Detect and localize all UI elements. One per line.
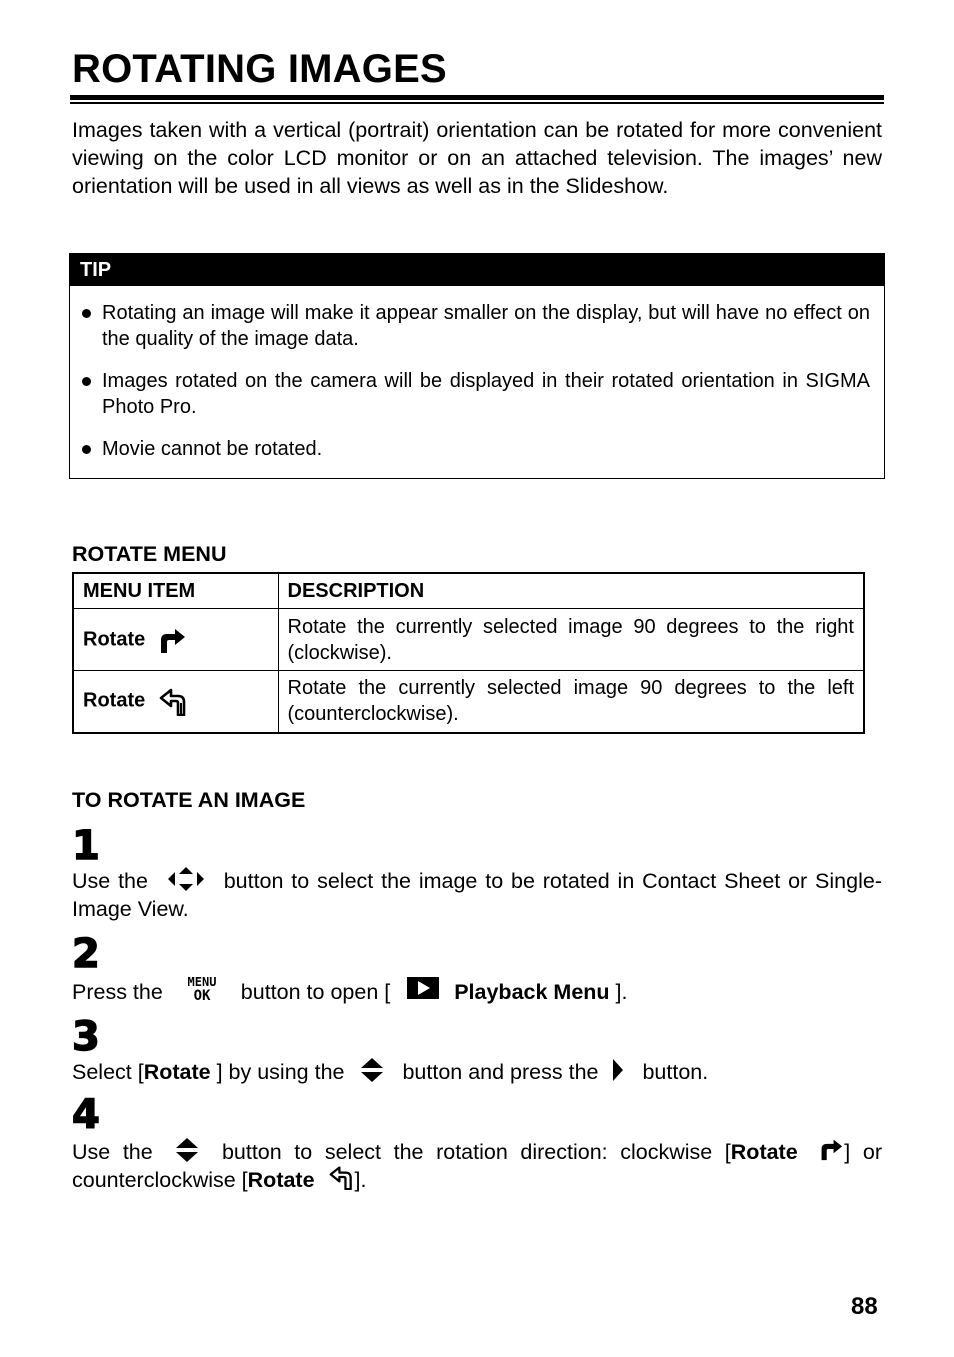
- col-description: DESCRIPTION: [278, 573, 864, 609]
- tip-item: Rotating an image will make it appear smaller on the display, but will have no effect on the quality of the image data.: [80, 300, 870, 352]
- tip-heading: TIP: [70, 254, 884, 286]
- table-row: [73, 671, 864, 733]
- svg-text:MENU: MENU: [187, 975, 217, 990]
- rotate-clockwise-icon: [157, 626, 187, 654]
- svg-text:4: 4: [72, 1097, 100, 1131]
- svg-text:3: 3: [72, 1019, 100, 1053]
- title-rule-thin: [70, 102, 884, 104]
- step-number-1: [72, 828, 112, 862]
- bullet-icon: [82, 377, 91, 386]
- table-row: [73, 609, 864, 671]
- rotate-clockwise-icon: [818, 1137, 844, 1161]
- menu-desc: Rotate the currently selected image 90 degrees to the left (counterclockwise).: [278, 671, 864, 733]
- step-1-text: Use the button to select the image to be rotated in Contact Sheet or Single-Image View.: [72, 867, 882, 923]
- tip-item: Images rotated on the camera will be displayed in their rotated orientation in SIGMA Photo Pro.: [80, 368, 870, 420]
- col-menu-item: MENU ITEM: [73, 573, 278, 609]
- up-down-arrows-icon: [358, 1057, 386, 1083]
- svg-text:1: 1: [72, 828, 100, 862]
- title-rule-thick: [70, 95, 884, 100]
- menu-desc: Rotate the currently selected image 90 degrees to the right (clockwise).: [278, 609, 864, 671]
- bullet-icon: [82, 309, 91, 318]
- step-4-text: Use the button to select the rotation direction: clockwise [Rotate ] or counterclockwise [Rotate ].: [72, 1138, 882, 1194]
- rotate-menu-table: [72, 572, 865, 734]
- svg-text:OK: OK: [193, 988, 211, 1003]
- rotate-counterclockwise-icon: [159, 686, 189, 716]
- tip-list: [80, 300, 870, 478]
- menu-item-rotate-ccw: Rotate: [73, 671, 278, 733]
- playback-menu-icon: [406, 976, 440, 1000]
- table-header-row: [73, 573, 864, 609]
- step-3-text: Select [Rotate ] by using the button and press the button.: [72, 1058, 882, 1086]
- menu-item-rotate-cw: Rotate: [73, 609, 278, 671]
- menu-ok-button-icon: [177, 974, 227, 1002]
- right-arrow-icon: [610, 1057, 626, 1083]
- svg-text:2: 2: [72, 936, 100, 970]
- page-title: ROTATING IMAGES: [72, 47, 447, 91]
- up-down-arrows-icon: [173, 1137, 201, 1163]
- step-2-text: Press the MENU OK button to open [ Playback Menu ].: [72, 975, 628, 1004]
- intro-paragraph: Images taken with a vertical (portrait) orientation can be rotated for more convenient viewing on the color LCD monitor or on an attached television. The images’ new orientation will be used in all views as well as in the Slideshow.: [72, 118, 882, 198]
- tip-box: [69, 253, 885, 479]
- tip-item: Movie cannot be rotated.: [80, 436, 870, 462]
- four-way-arrows-icon: [166, 866, 206, 892]
- step-number-2: [72, 936, 112, 970]
- step-number-3: [72, 1019, 112, 1053]
- page-number: 88: [851, 1293, 878, 1320]
- rotate-counterclockwise-icon: [329, 1164, 355, 1190]
- bullet-icon: [82, 445, 91, 454]
- step-number-4: [72, 1097, 112, 1131]
- steps-heading: TO ROTATE AN IMAGE: [72, 788, 306, 812]
- rotate-menu-heading: ROTATE MENU: [72, 542, 227, 566]
